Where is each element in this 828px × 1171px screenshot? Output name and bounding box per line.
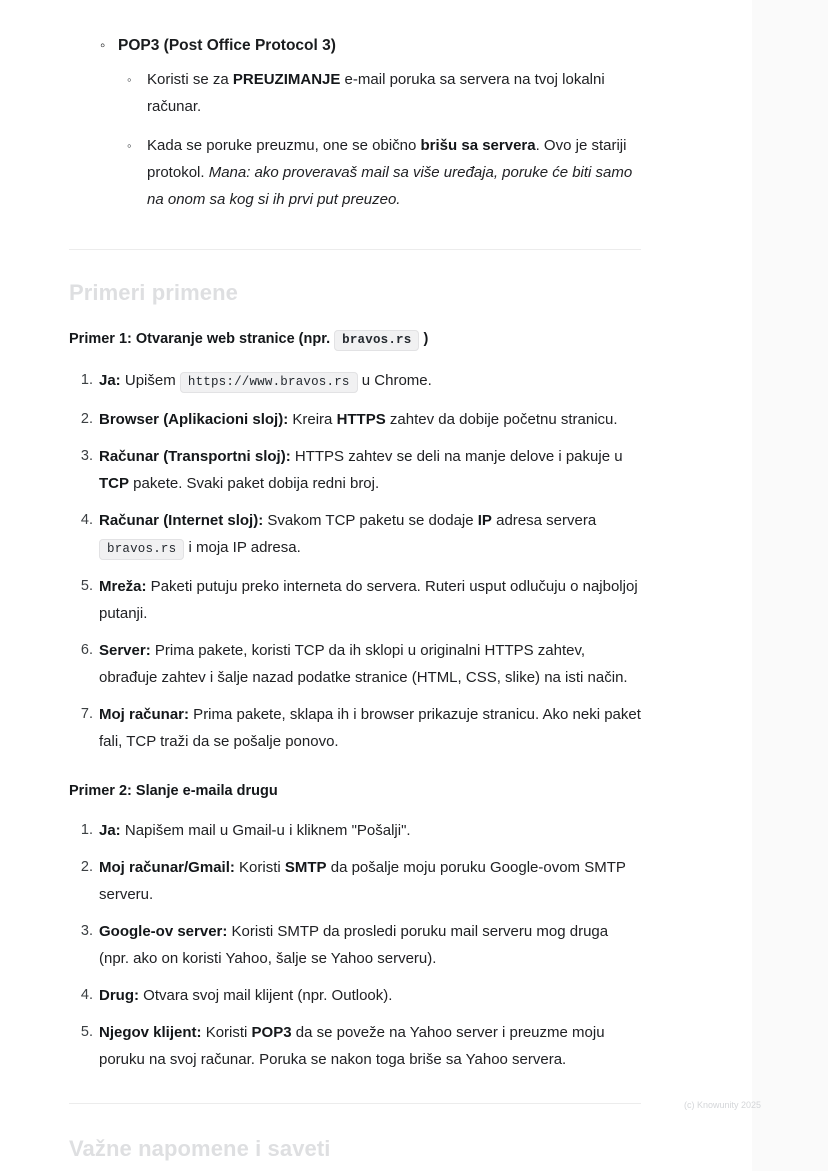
list-item — [69, 507, 641, 563]
protocol-bullet-list — [69, 33, 641, 213]
plain-text: Upišem — [120, 372, 180, 389]
rich-text — [99, 982, 641, 1009]
steps-list-primer-2 — [69, 817, 641, 1073]
subsection-heading-primer-2 — [69, 779, 641, 803]
list-item — [69, 637, 641, 691]
list-item-pop3 — [69, 33, 641, 213]
plain-text: Prima pakete, koristi TCP da ih sklopi u originalni HTTPS zahtev, obrađuje zahtev i šalje nazad podatke stranice (HTML, CSS, slike) na isti način. — [99, 642, 628, 686]
list-item — [69, 1019, 641, 1073]
bold-text: ) — [419, 331, 429, 347]
rich-text — [99, 1019, 641, 1073]
list-item — [69, 443, 641, 497]
vertical-scrollbar[interactable] — [748, 0, 754, 1171]
bold-text: Primer 1: Otvaranje web stranice (npr. — [69, 331, 335, 347]
bold-text: Server: — [99, 642, 151, 659]
circle-bullet-icon: ◦ — [127, 138, 132, 153]
plain-text: adresa servera — [491, 512, 597, 529]
list-item — [69, 573, 641, 627]
plain-text: Prima pakete, sklapa ih i browser prikazuje stranicu. Ako neki paket fali, TCP traži da se pošalje ponovo. — [99, 706, 641, 750]
plain-text: e-mail poruka sa servera na tvoj lokalni računar. — [147, 71, 605, 115]
rich-text — [99, 817, 641, 844]
bold-text: PREUZIMANJE — [232, 71, 341, 88]
right-side-panel — [752, 0, 828, 1171]
plain-text: Paketi putuju preko interneta do servera. Ruteri usput odlučuju o najboljoj putanji. — [99, 578, 638, 622]
bold-text: Moj računar: — [99, 706, 190, 723]
subsection-heading-primer-1 — [69, 327, 641, 352]
plain-text: da se poveže na Yahoo server i preuzme moju poruku na svoj računar. Poruka se nakon toga briše sa Yahoo servera. — [99, 1024, 605, 1068]
rich-text — [99, 507, 641, 563]
rich-text — [99, 573, 641, 627]
bold-text: Drug: — [99, 987, 139, 1004]
rich-text — [99, 367, 641, 396]
plain-text: u Chrome. — [357, 372, 432, 389]
list-item — [69, 854, 641, 908]
plain-text: Koristi — [234, 859, 285, 876]
bold-text: brišu sa servera — [420, 137, 536, 154]
list-item — [69, 406, 641, 433]
plain-text: Kreira — [288, 411, 337, 428]
rich-text — [147, 132, 641, 213]
section-heading-primeri-primene: Primeri primene — [69, 280, 239, 305]
steps-list-primer-1 — [69, 367, 641, 755]
circle-bullet-icon: ◦ — [100, 37, 106, 54]
bold-text: Google-ov server: — [99, 923, 228, 940]
bold-text: Browser (Aplikacioni sloj): — [99, 411, 289, 428]
list-item-heading: POP3 (Post Office Protocol 3) — [118, 37, 336, 54]
plain-text: pakete. Svaki paket dobija redni broj. — [129, 475, 380, 492]
bold-text: Njegov klijent: — [99, 1024, 202, 1041]
rich-text — [99, 443, 641, 497]
section-heading-vazne-napomene: Važne napomene i saveti — [69, 1136, 331, 1161]
bold-text: Računar (Internet sloj): — [99, 512, 264, 529]
plain-text: HTTPS zahtev se deli na manje delove i pakuje u — [290, 448, 623, 465]
protocol-detail-list — [118, 66, 641, 213]
rich-text — [147, 66, 641, 120]
inline-code-chip: bravos.rs — [334, 330, 419, 351]
list-item — [69, 982, 641, 1009]
list-item — [118, 132, 641, 213]
plain-text: Svakom TCP paketu se dodaje — [263, 512, 478, 529]
rich-text — [99, 701, 641, 755]
bold-text: TCP — [99, 475, 129, 492]
rich-text — [99, 918, 641, 972]
plain-text: Napišem mail u Gmail-u i kliknem "Pošalji". — [120, 822, 411, 839]
list-item — [69, 817, 641, 844]
bold-text: POP3 — [251, 1024, 292, 1041]
plain-text: Koristi — [201, 1024, 252, 1041]
plain-text: Otvara svoj mail klijent (npr. Outlook). — [139, 987, 393, 1004]
bold-text: IP — [477, 512, 492, 529]
bold-text: Ja: — [99, 372, 121, 389]
list-item — [69, 367, 641, 396]
inline-code-chip: https://www.bravos.rs — [180, 372, 358, 393]
rich-text — [99, 854, 641, 908]
rich-text — [99, 406, 641, 433]
bold-text: HTTPS — [336, 411, 386, 428]
list-item — [69, 701, 641, 755]
plain-text: . Ovo je stariji protokol. — [147, 137, 627, 181]
circle-bullet-icon: ◦ — [127, 72, 132, 87]
plain-text: Kada se poruke preuzmu, one se obično — [147, 137, 421, 154]
bold-text: Ja: — [99, 822, 121, 839]
bold-text: Moj računar/Gmail: — [99, 859, 235, 876]
list-item — [69, 918, 641, 972]
plain-text: zahtev da dobije početnu stranicu. — [385, 411, 618, 428]
inline-code-chip: bravos.rs — [99, 539, 184, 560]
plain-text: Koristi se za — [147, 71, 233, 88]
copyright-watermark: (c) Knowunity 2025 — [684, 1100, 762, 1110]
bold-text: Primer 2: Slanje e-maila drugu — [69, 783, 278, 799]
document-content-column — [69, 0, 641, 1164]
rich-text — [99, 637, 641, 691]
list-item — [118, 66, 641, 120]
bold-text: Mreža: — [99, 578, 147, 595]
bold-text: Računar (Transportni sloj): — [99, 448, 291, 465]
italic-text: Mana: ako proveravaš mail sa više uređaja, poruke će biti samo na onom sa kog si ih prvi put preuzeo. — [147, 164, 633, 208]
plain-text: Koristi SMTP da prosledi poruku mail serveru mog druga (npr. ako on koristi Yahoo, šalje se Yahoo serveru). — [99, 923, 609, 967]
bold-text: SMTP — [284, 859, 327, 876]
plain-text: da pošalje moju poruku Google-ovom SMTP serveru. — [99, 859, 626, 903]
plain-text: i moja IP adresa. — [184, 539, 301, 556]
